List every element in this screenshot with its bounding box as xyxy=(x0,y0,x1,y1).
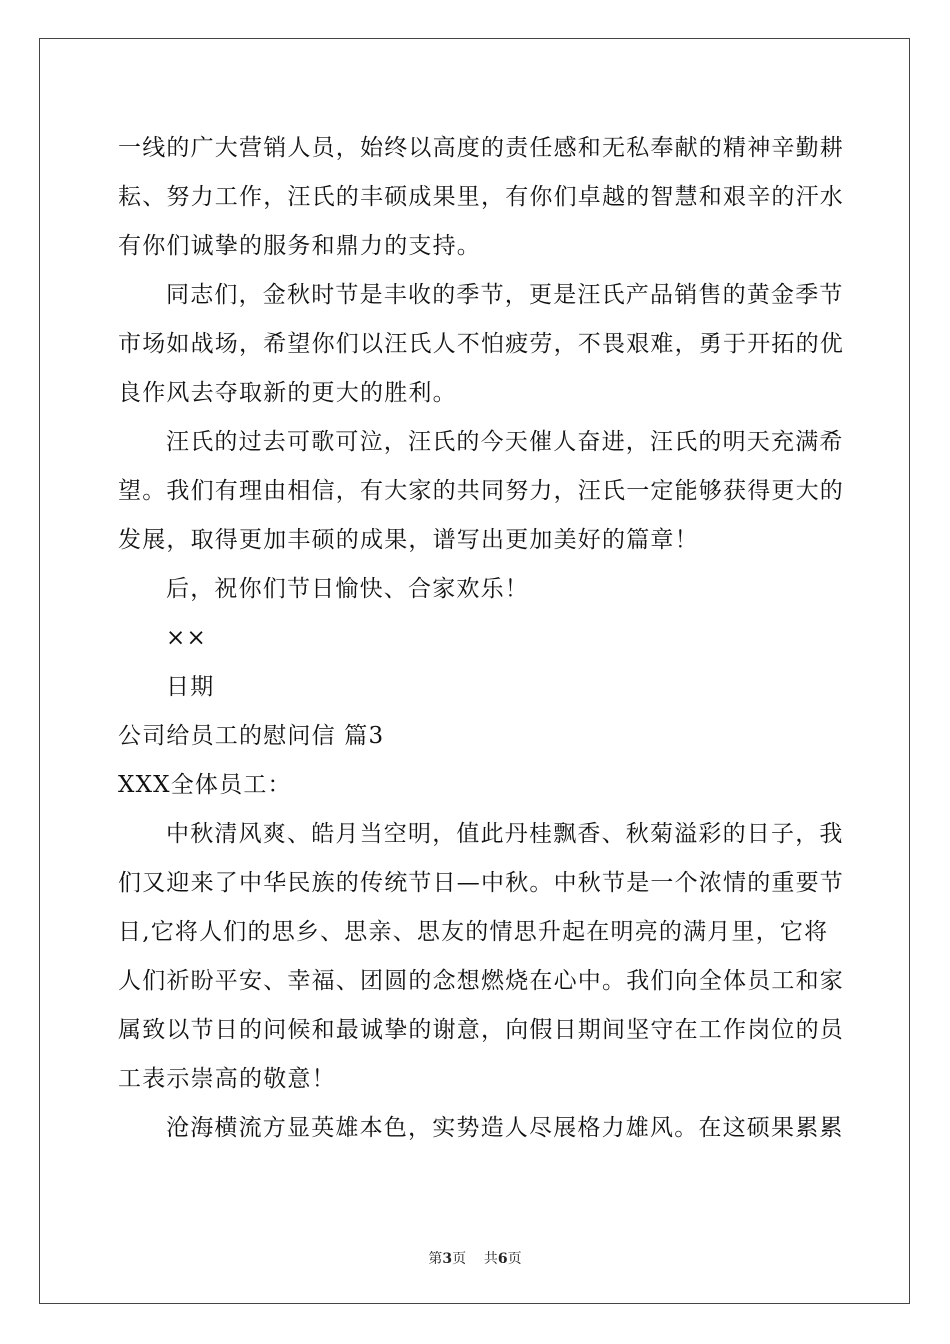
footer-page-unit: 页 xyxy=(452,1251,467,1267)
date-line: 日期 xyxy=(166,674,215,700)
section-heading: 公司给员工的慰问信 篇3 xyxy=(118,723,385,749)
text-line: 中秋清风爽、皓月当空明，值此丹桂飘香、秋菊溢彩的日子，我 xyxy=(166,821,844,847)
text-line: 人们祈盼平安、幸福、团圆的念想燃烧在心中。我们向全体员工和家 xyxy=(118,968,844,994)
footer-total-unit: 页 xyxy=(507,1251,522,1267)
page-footer xyxy=(0,1248,950,1268)
footer-prefix: 第 xyxy=(428,1251,443,1267)
text-line: 属致以节日的问候和最诚挚的谢意，向假日期间坚守在工作岗位的员 xyxy=(118,1017,844,1043)
text-line: 日,它将人们的思乡、思亲、思友的情思升起在明亮的满月里，它将 xyxy=(118,919,829,945)
text-line: 良作风去夺取新的更大的胜利。 xyxy=(118,380,457,406)
closing-greeting: 后，祝你们节日愉快、合家欢乐！ xyxy=(166,576,529,602)
text-line: 同志们，金秋时节是丰收的季节，更是汪氏产品销售的黄金季节 xyxy=(166,282,844,308)
text-line: 工表示崇高的敬意！ xyxy=(118,1066,336,1092)
text-line: 有你们诚挚的服务和鼎力的支持。 xyxy=(118,233,481,259)
salutation: XXX全体员工： xyxy=(118,772,292,798)
text-line: 汪氏的过去可歌可泣，汪氏的今天催人奋进，汪氏的明天充满希 xyxy=(166,429,844,455)
text-line: 发展，取得更加丰硕的成果，谱写出更加美好的篇章！ xyxy=(118,527,699,553)
document-body xyxy=(118,124,844,1153)
signature: ×× xyxy=(166,625,207,651)
current-page-number: 3 xyxy=(442,1251,453,1267)
footer-total-prefix: 共 xyxy=(483,1251,498,1267)
total-pages-number: 6 xyxy=(497,1251,508,1267)
text-line: 望。我们有理由相信，有大家的共同努力，汪氏一定能够获得更大的 xyxy=(118,478,844,504)
text-line: 沧海横流方显英雄本色，实势造人尽展格力雄风。在这硕果累累 xyxy=(166,1115,844,1141)
text-line: 们又迎来了中华民族的传统节日—中秋。中秋节是一个浓情的重要节 xyxy=(118,870,844,896)
text-line: 耘、努力工作，汪氏的丰硕成果里，有你们卓越的智慧和艰辛的汗水 xyxy=(118,184,844,210)
text-line: 一线的广大营销人员，始终以高度的责任感和无私奉献的精神辛勤耕 xyxy=(118,135,844,161)
text-line: 市场如战场，希望你们以汪氏人不怕疲劳，不畏艰难，勇于开拓的优 xyxy=(118,331,844,357)
